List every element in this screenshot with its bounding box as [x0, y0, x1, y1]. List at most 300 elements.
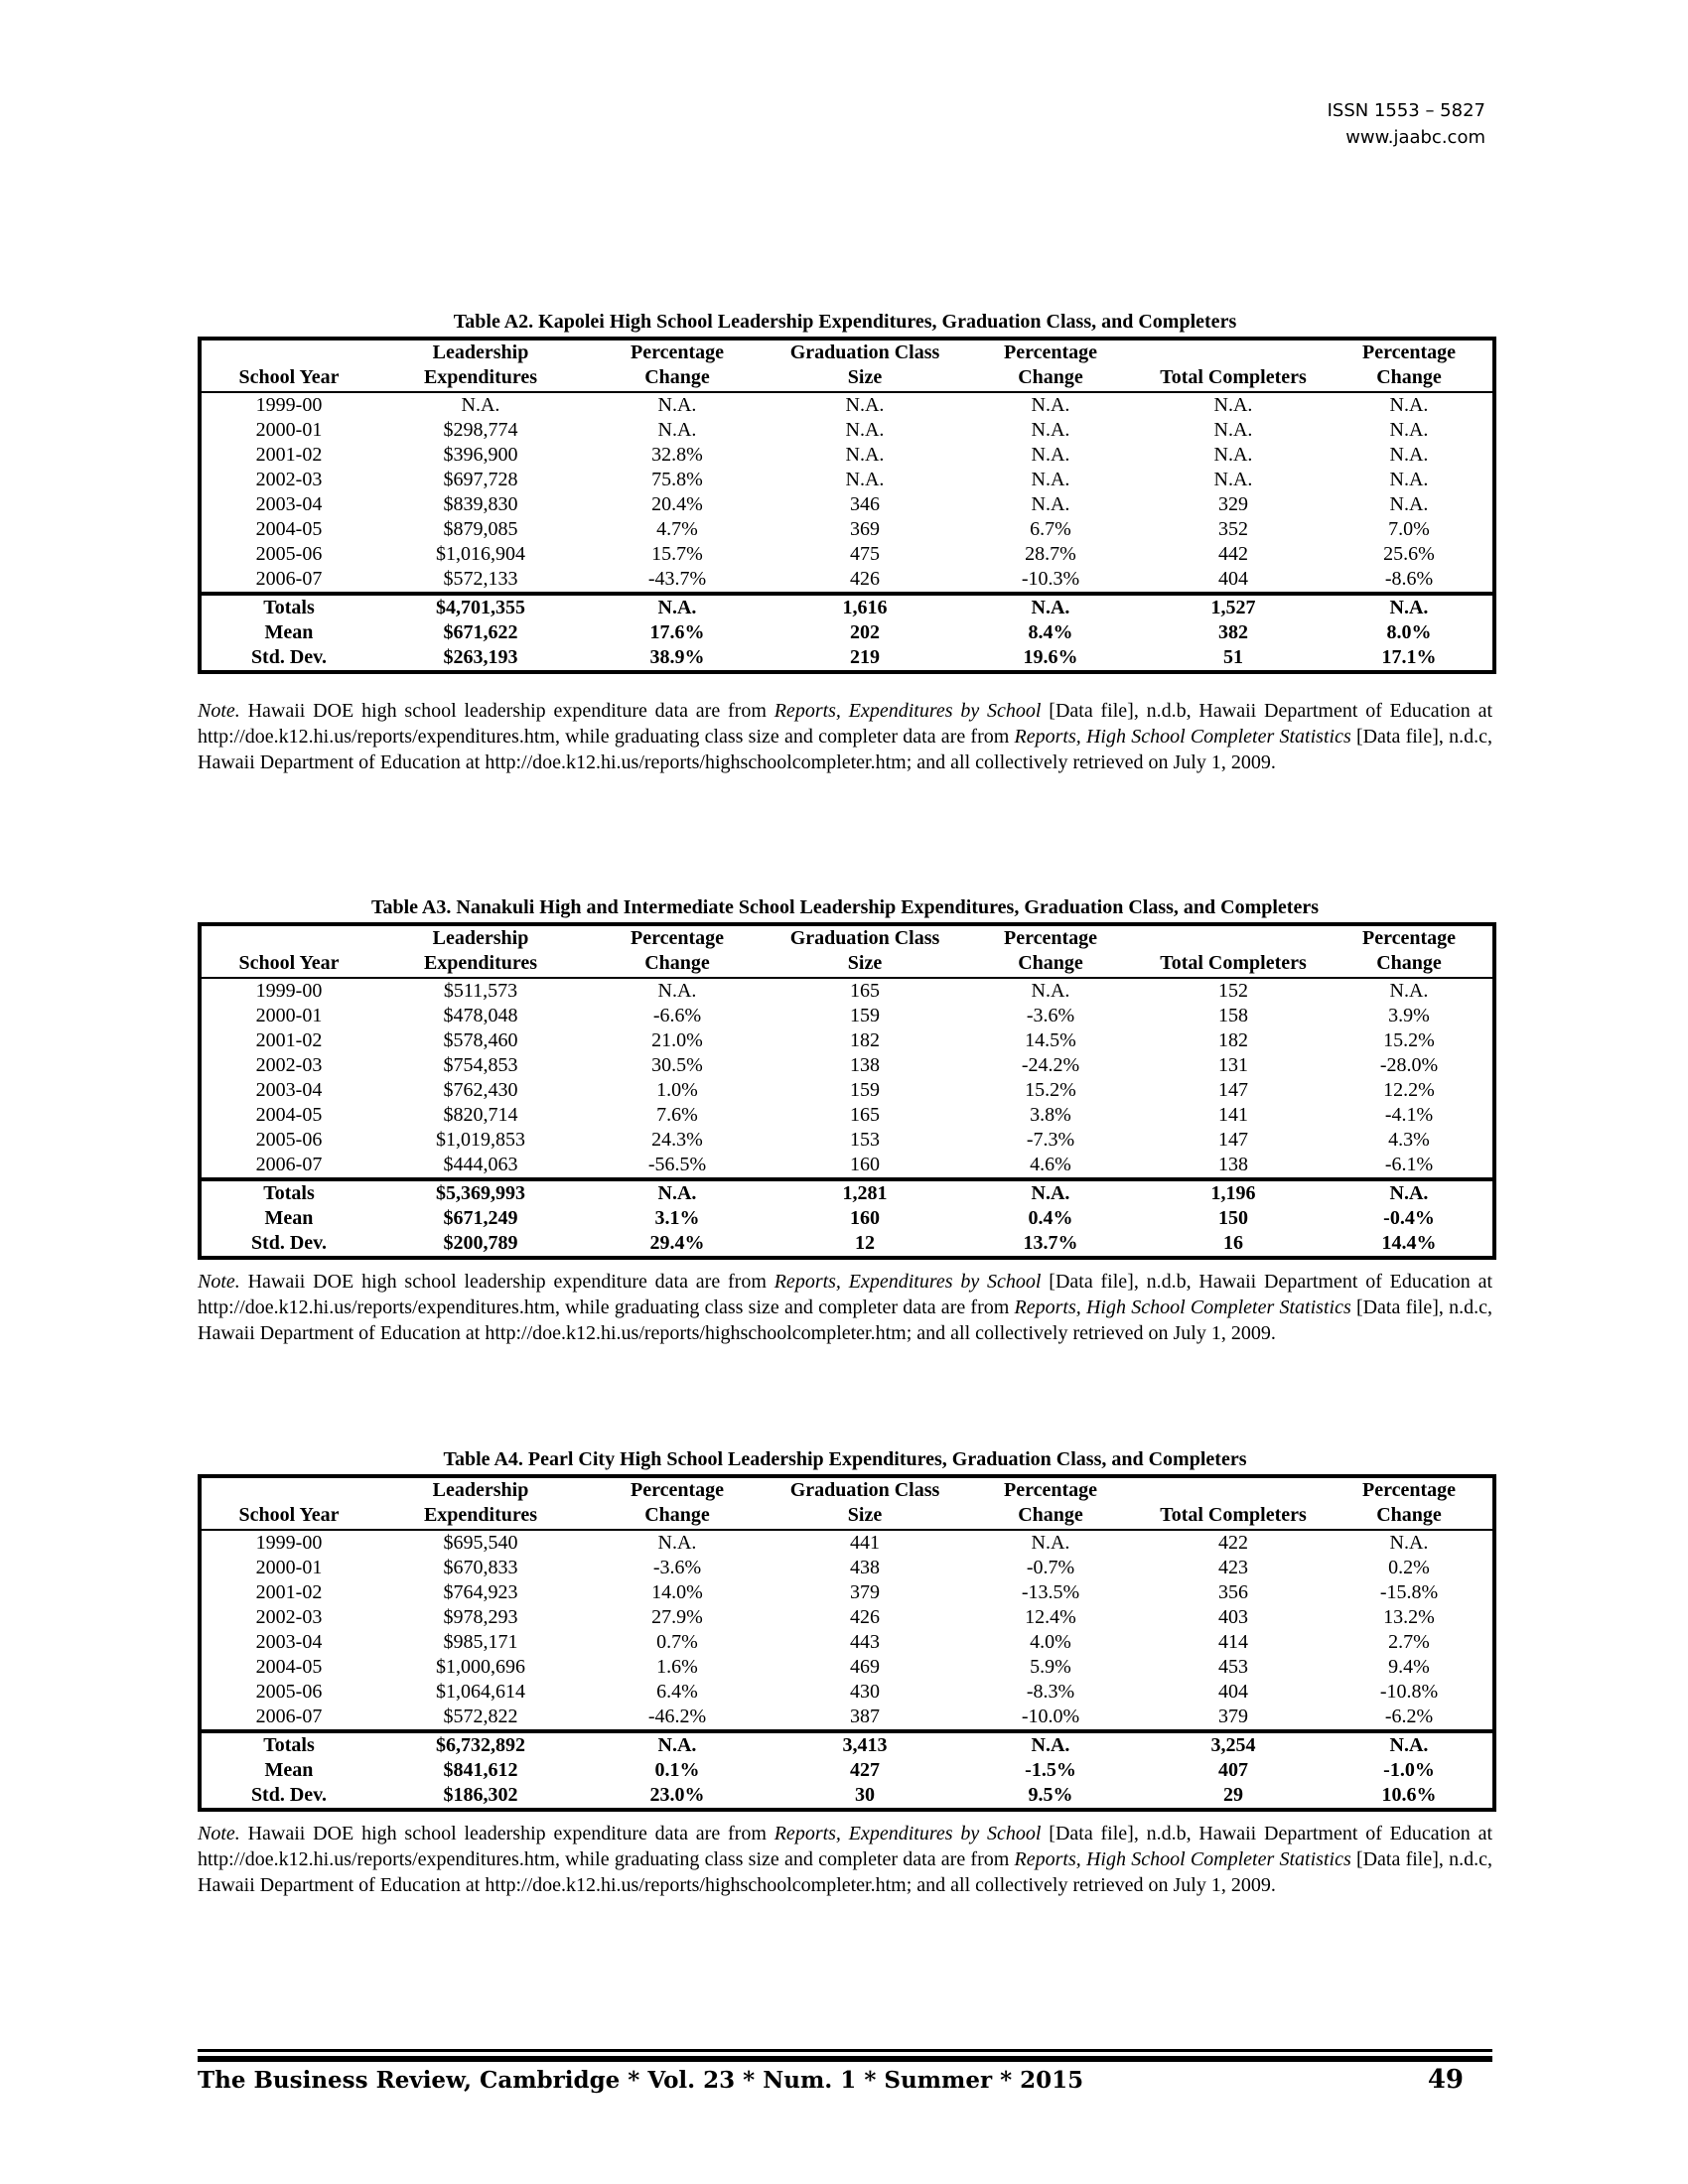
table-cell: 441	[850, 1532, 880, 1554]
table-cell: -3.6%	[652, 1557, 702, 1578]
summary-cell: 17.6%	[649, 621, 705, 643]
table-cell: 13.2%	[1383, 1606, 1435, 1628]
table-cell: N.A.	[657, 1532, 697, 1554]
table-cell: 453	[1218, 1656, 1248, 1678]
column-header: Percentage	[1003, 1479, 1098, 1501]
column-header	[200, 924, 376, 951]
column-header	[1141, 339, 1326, 365]
table-cell: 2006-07	[255, 568, 323, 590]
summary-cell: 1,196	[1141, 1179, 1326, 1206]
table-cell: -15.8%	[1379, 1581, 1439, 1603]
note-text: Hawaii DOE high school leadership expenditure data are from	[239, 1271, 774, 1293]
table-cell: 2006-07	[255, 1706, 323, 1727]
table-cell: N.A.	[1213, 469, 1253, 490]
table-cell: 131	[1218, 1054, 1248, 1076]
summary-row	[200, 1179, 1494, 1206]
summary-cell: Std. Dev.	[250, 1232, 328, 1254]
table-cell: -28.0%	[1379, 1054, 1439, 1076]
column-header: Percentage	[1003, 927, 1098, 949]
table-cell: 138	[1218, 1154, 1248, 1175]
table-cell: 147	[1218, 1079, 1248, 1101]
table-row	[200, 1028, 1494, 1053]
header-row	[200, 951, 1494, 978]
column-header: Change	[1326, 365, 1494, 392]
column-header: Expenditures	[376, 951, 585, 978]
table-cell: 2005-06	[255, 1129, 323, 1151]
table-cell: 2003-04	[255, 1079, 323, 1101]
table-cell: 2004-05	[255, 1656, 323, 1678]
table-cell: 430	[850, 1681, 880, 1703]
table-cell: $764,923	[443, 1581, 518, 1603]
header-row	[200, 924, 1494, 951]
column-header: Graduation Class	[789, 341, 940, 363]
table-cell: 141	[1218, 1104, 1248, 1126]
summary-cell: 12	[855, 1232, 875, 1254]
note-source-title: Reports, High School Completer Statistics	[1014, 1848, 1351, 1870]
column-header: Percentage	[630, 927, 725, 949]
table-cell: 2004-05	[255, 1104, 323, 1126]
summary-cell: 29.4%	[649, 1232, 705, 1254]
table-cell: 14.5%	[1025, 1029, 1076, 1051]
table-cell: $1,000,696	[436, 1656, 525, 1678]
note-label: Note.	[198, 1271, 240, 1293]
summary-cell: 51	[1223, 646, 1243, 668]
table-cell: 387	[850, 1706, 880, 1727]
table-cell: 2001-02	[255, 444, 323, 466]
table-cell: 24.3%	[651, 1129, 703, 1151]
summary-cell: N.A.	[585, 1731, 770, 1758]
summary-cell: $6,732,892	[376, 1731, 585, 1758]
table-cell: 2000-01	[255, 419, 323, 441]
table-row	[200, 1630, 1494, 1655]
table-cell: N.A.	[1389, 980, 1429, 1002]
table-row	[200, 542, 1494, 567]
footer-rule	[198, 2049, 1492, 2052]
table-cell: 32.8%	[651, 444, 703, 466]
summary-cell: $4,701,355	[376, 594, 585, 620]
table-cell: 379	[1218, 1706, 1248, 1727]
summary-cell: -1.0%	[1383, 1759, 1435, 1781]
table-cell: -3.6%	[1026, 1005, 1075, 1026]
summary-cell: 382	[1218, 621, 1248, 643]
table-cell: 4.7%	[656, 518, 698, 540]
table-block-a2	[198, 310, 1492, 674]
table-cell: $572,133	[443, 568, 518, 590]
table-cell: 1.6%	[656, 1656, 698, 1678]
summary-cell: Mean	[264, 621, 314, 643]
column-header: Expenditures	[376, 1503, 585, 1530]
table-cell: 442	[1218, 543, 1248, 565]
table-cell: 0.2%	[1388, 1557, 1430, 1578]
table-cell: -10.8%	[1379, 1681, 1439, 1703]
summary-cell: $841,612	[443, 1759, 518, 1781]
table-cell: 438	[850, 1557, 880, 1578]
table-row	[200, 1078, 1494, 1103]
table-cell: 15.7%	[651, 543, 703, 565]
table-row	[200, 1530, 1494, 1556]
table-row	[200, 1053, 1494, 1078]
table-cell: 0.7%	[656, 1631, 698, 1653]
summary-cell: 219	[850, 646, 880, 668]
summary-row	[200, 594, 1494, 620]
summary-cell: Std. Dev.	[250, 646, 328, 668]
table-cell: $444,063	[443, 1154, 518, 1175]
table-cell: 7.6%	[656, 1104, 698, 1126]
table-cell: -7.3%	[1026, 1129, 1075, 1151]
table-cell: -8.6%	[1384, 568, 1434, 590]
table-cell: 2.7%	[1388, 1631, 1430, 1653]
summary-cell: 3,413	[770, 1731, 960, 1758]
table-cell: 12.4%	[1025, 1606, 1076, 1628]
table-cell: $879,085	[443, 518, 518, 540]
note-source-title: Reports, Expenditures by School	[774, 1823, 1042, 1844]
summary-cell: 3.1%	[654, 1207, 700, 1229]
table-cell: 423	[1218, 1557, 1248, 1578]
table-cell: 469	[850, 1656, 880, 1678]
header-row	[200, 365, 1494, 392]
table-cell: 182	[850, 1029, 880, 1051]
table-cell: -56.5%	[647, 1154, 707, 1175]
table-cell: 6.4%	[656, 1681, 698, 1703]
table-cell: -4.1%	[1384, 1104, 1434, 1126]
data-table	[198, 337, 1496, 674]
table-row	[200, 443, 1494, 468]
issn-text: ISSN 1553 – 5827	[1327, 100, 1485, 121]
summary-row	[200, 1231, 1494, 1258]
summary-row	[200, 1731, 1494, 1758]
table-cell: 1999-00	[255, 980, 323, 1002]
summary-cell: 13.7%	[1023, 1232, 1078, 1254]
table-cell: 153	[850, 1129, 880, 1151]
summary-cell: 14.4%	[1381, 1232, 1437, 1254]
table-cell: 2005-06	[255, 543, 323, 565]
table-cell: $762,430	[443, 1079, 518, 1101]
table-row	[200, 1004, 1494, 1028]
table-cell: $1,016,904	[436, 543, 525, 565]
note-source-title: Reports, High School Completer Statistics	[1014, 1297, 1351, 1318]
table-cell: 2000-01	[255, 1005, 323, 1026]
table-cell: N.A.	[1031, 469, 1070, 490]
note-source-title: Reports, Expenditures by School	[774, 700, 1042, 722]
table-cell: 2003-04	[255, 1631, 323, 1653]
note-text: [Data file], n.d.b, Hawaii Department of Education at http://doe.k12.hi.us/reports/expenditures.htm, while graduating class size and completer data are from	[198, 1823, 1493, 1870]
summary-cell: 0.1%	[654, 1759, 700, 1781]
summary-cell: 10.6%	[1381, 1784, 1437, 1806]
summary-cell: Mean	[264, 1207, 314, 1229]
table-cell: N.A.	[1213, 394, 1253, 416]
table-title: Table A3. Nanakuli High and Intermediate School Leadership Expenditures, Graduation Class, and Completers	[370, 896, 1320, 918]
note-text: [Data file], n.d.c, Hawaii Department of Education at http://doe.k12.hi.us/reports/highschoolcompleter.htm; and all collectively retrieved on July 1, 2009.	[198, 1297, 1492, 1344]
column-header	[200, 1476, 376, 1503]
summary-row	[200, 645, 1494, 672]
column-header: Total Completers	[1141, 951, 1326, 978]
summary-cell: N.A.	[960, 594, 1141, 620]
column-header: Change	[585, 365, 770, 392]
column-header: Graduation Class	[789, 1479, 940, 1501]
table-cell: $1,064,614	[436, 1681, 525, 1703]
table-row	[200, 1128, 1494, 1153]
summary-cell: Totals	[200, 1731, 376, 1758]
table-cell: 160	[850, 1154, 880, 1175]
summary-cell: N.A.	[960, 1731, 1141, 1758]
summary-cell: $5,369,993	[376, 1179, 585, 1206]
column-header: Percentage	[630, 1479, 725, 1501]
table-cell: N.A.	[657, 980, 697, 1002]
summary-cell: 29	[1223, 1784, 1243, 1806]
table-cell: N.A.	[657, 419, 697, 441]
data-table	[198, 922, 1496, 1260]
summary-cell: 1,281	[770, 1179, 960, 1206]
summary-cell: N.A.	[960, 1179, 1141, 1206]
table-title: Table A2. Kapolei High School Leadership Expenditures, Graduation Class, and Completers	[453, 311, 1237, 333]
summary-cell: 30	[855, 1784, 875, 1806]
table-cell: 3.9%	[1388, 1005, 1430, 1026]
column-header: School Year	[200, 365, 376, 392]
column-header: School Year	[200, 1503, 376, 1530]
table-cell: 159	[850, 1079, 880, 1101]
table-cell: -6.2%	[1384, 1706, 1434, 1727]
note-text: [Data file], n.d.c, Hawaii Department of Education at http://doe.k12.hi.us/reports/highschoolcompleter.htm; and all collectively retrieved on July 1, 2009.	[198, 1848, 1492, 1896]
header-row	[200, 1503, 1494, 1530]
table-row	[200, 1153, 1494, 1179]
table-cell: 329	[1218, 493, 1248, 515]
summary-row	[200, 1206, 1494, 1231]
table-cell: 158	[1218, 1005, 1248, 1026]
column-header: Total Completers	[1141, 1503, 1326, 1530]
column-header: Percentage	[1361, 341, 1457, 363]
column-header: Leadership	[432, 1479, 529, 1501]
summary-cell: 1,616	[770, 594, 960, 620]
table-cell: 6.7%	[1030, 518, 1071, 540]
table-cell: $839,830	[443, 493, 518, 515]
table-row	[200, 392, 1494, 418]
table-cell: 138	[850, 1054, 880, 1076]
table-cell: N.A.	[845, 419, 885, 441]
page-header	[1328, 97, 1485, 151]
summary-cell: 8.4%	[1028, 621, 1073, 643]
table-cell: N.A.	[1031, 419, 1070, 441]
column-header: Size	[770, 365, 960, 392]
table-cell: -10.3%	[1021, 568, 1080, 590]
table-cell: $695,540	[443, 1532, 518, 1554]
column-header	[200, 339, 376, 365]
table-cell: 9.4%	[1388, 1656, 1430, 1678]
summary-cell: $200,789	[443, 1232, 518, 1254]
table-cell: 182	[1218, 1029, 1248, 1051]
column-header: Change	[585, 951, 770, 978]
table-cell: 475	[850, 543, 880, 565]
column-header	[1141, 1476, 1326, 1503]
table-cell: 1999-00	[255, 1532, 323, 1554]
table-cell: $572,822	[443, 1706, 518, 1727]
table-row	[200, 1680, 1494, 1705]
note-text: Hawaii DOE high school leadership expenditure data are from	[239, 700, 774, 722]
column-header: Percentage	[1361, 927, 1457, 949]
table-cell: $578,460	[443, 1029, 518, 1051]
table-cell: 404	[1218, 568, 1248, 590]
column-header: Leadership	[432, 927, 529, 949]
table-cell: 2002-03	[255, 469, 323, 490]
table-cell: 5.9%	[1030, 1656, 1071, 1678]
summary-row	[200, 1783, 1494, 1810]
summary-row	[200, 1758, 1494, 1783]
table-cell: 4.6%	[1030, 1154, 1071, 1175]
table-note	[198, 1269, 1492, 1346]
summary-row	[200, 620, 1494, 645]
table-cell: N.A.	[1031, 493, 1070, 515]
column-header: Percentage	[1003, 341, 1098, 363]
column-header: Size	[770, 951, 960, 978]
table-cell: $985,171	[443, 1631, 518, 1653]
column-header: Leadership	[432, 341, 529, 363]
table-cell: 2006-07	[255, 1154, 323, 1175]
column-header: Change	[960, 1503, 1141, 1530]
table-cell: 21.0%	[651, 1029, 703, 1051]
table-cell: 2005-06	[255, 1681, 323, 1703]
table-cell: 346	[850, 493, 880, 515]
table-cell: 403	[1218, 1606, 1248, 1628]
table-row	[200, 1556, 1494, 1580]
table-cell: 2001-02	[255, 1029, 323, 1051]
summary-cell: -0.4%	[1383, 1207, 1435, 1229]
note-text: Hawaii DOE high school leadership expenditure data are from	[239, 1823, 774, 1844]
table-cell: $298,774	[443, 419, 518, 441]
summary-cell: 19.6%	[1023, 646, 1078, 668]
column-header: Graduation Class	[789, 927, 940, 949]
table-cell: N.A.	[1031, 980, 1070, 1002]
table-cell: 2002-03	[255, 1054, 323, 1076]
table-cell: 25.6%	[1383, 543, 1435, 565]
table-row	[200, 978, 1494, 1004]
summary-cell: 23.0%	[649, 1784, 705, 1806]
summary-cell: Std. Dev.	[250, 1784, 328, 1806]
table-cell: 4.3%	[1388, 1129, 1430, 1151]
summary-cell: Totals	[200, 1179, 376, 1206]
table-row	[200, 418, 1494, 443]
table-cell: $670,833	[443, 1557, 518, 1578]
summary-cell: 1,527	[1141, 594, 1326, 620]
column-header: Change	[960, 951, 1141, 978]
table-cell: $697,728	[443, 469, 518, 490]
table-cell: 152	[1218, 980, 1248, 1002]
summary-cell: N.A.	[585, 594, 770, 620]
table-cell: 28.7%	[1025, 543, 1076, 565]
summary-cell: $671,249	[443, 1207, 518, 1229]
table-cell: -10.0%	[1021, 1706, 1080, 1727]
table-cell: $820,714	[443, 1104, 518, 1126]
table-cell: $511,573	[443, 980, 518, 1002]
table-cell: 352	[1218, 518, 1248, 540]
table-cell: 2001-02	[255, 1581, 323, 1603]
table-cell: 14.0%	[651, 1581, 703, 1603]
data-table	[198, 1474, 1496, 1812]
note-source-title: Reports, High School Completer Statistics	[1014, 726, 1351, 748]
table-cell: N.A.	[1389, 419, 1429, 441]
table-cell: 159	[850, 1005, 880, 1026]
column-header	[1141, 924, 1326, 951]
table-note	[198, 698, 1492, 775]
table-cell: $1,019,853	[436, 1129, 525, 1151]
summary-cell: 160	[850, 1207, 880, 1229]
table-row	[200, 567, 1494, 594]
table-cell: N.A.	[657, 394, 697, 416]
column-header: Change	[1326, 951, 1494, 978]
table-cell: $396,900	[443, 444, 518, 466]
summary-cell: -1.5%	[1025, 1759, 1076, 1781]
footer-journal: The Business Review, Cambridge * Vol. 23 * Num. 1 * Summer * 2015	[198, 2067, 1084, 2094]
table-cell: N.A.	[1389, 1532, 1429, 1554]
note-label: Note.	[198, 1823, 240, 1844]
table-cell: 426	[850, 1606, 880, 1628]
summary-cell: 17.1%	[1381, 646, 1437, 668]
table-cell: -13.5%	[1021, 1581, 1080, 1603]
table-cell: N.A.	[845, 444, 885, 466]
table-cell: 27.9%	[651, 1606, 703, 1628]
column-header: Total Completers	[1141, 365, 1326, 392]
column-header: Percentage	[630, 341, 725, 363]
table-cell: 20.4%	[651, 493, 703, 515]
column-header: Change	[1326, 1503, 1494, 1530]
table-cell: 2003-04	[255, 493, 323, 515]
table-row	[200, 1103, 1494, 1128]
note-source-title: Reports, Expenditures by School	[774, 1271, 1042, 1293]
summary-cell: N.A.	[585, 1179, 770, 1206]
table-cell: N.A.	[461, 394, 500, 416]
table-row	[200, 1705, 1494, 1731]
table-row	[200, 1580, 1494, 1605]
table-cell: N.A.	[1389, 394, 1429, 416]
summary-cell: 0.4%	[1028, 1207, 1073, 1229]
table-cell: 75.8%	[651, 469, 703, 490]
summary-cell: Mean	[264, 1759, 314, 1781]
column-header: School Year	[200, 951, 376, 978]
table-cell: 15.2%	[1383, 1029, 1435, 1051]
table-cell: N.A.	[1031, 1532, 1070, 1554]
table-cell: 414	[1218, 1631, 1248, 1653]
column-header: Expenditures	[376, 365, 585, 392]
table-cell: -24.2%	[1021, 1054, 1080, 1076]
table-cell: N.A.	[1213, 444, 1253, 466]
summary-cell: 150	[1218, 1207, 1248, 1229]
table-cell: -46.2%	[647, 1706, 707, 1727]
table-cell: 369	[850, 518, 880, 540]
table-block-a4	[198, 1447, 1492, 1812]
table-cell: 426	[850, 568, 880, 590]
summary-cell: N.A.	[1326, 594, 1494, 620]
table-cell: 1999-00	[255, 394, 323, 416]
note-text: [Data file], n.d.c, Hawaii Department of Education at http://doe.k12.hi.us/reports/highschoolcompleter.htm; and all collectively retrieved on July 1, 2009.	[198, 726, 1492, 773]
summary-cell: 38.9%	[649, 646, 705, 668]
table-row	[200, 492, 1494, 517]
column-header: Change	[960, 365, 1141, 392]
summary-cell: 202	[850, 621, 880, 643]
table-cell: N.A.	[1031, 394, 1070, 416]
table-cell: 356	[1218, 1581, 1248, 1603]
table-cell: 2002-03	[255, 1606, 323, 1628]
table-cell: 443	[850, 1631, 880, 1653]
table-cell: $978,293	[443, 1606, 518, 1628]
table-cell: N.A.	[845, 394, 885, 416]
table-cell: 422	[1218, 1532, 1248, 1554]
summary-cell: $263,193	[443, 646, 518, 668]
table-note	[198, 1821, 1492, 1898]
table-cell: 165	[850, 980, 880, 1002]
summary-cell: $671,622	[443, 621, 518, 643]
table-cell: -0.7%	[1026, 1557, 1075, 1578]
table-cell: -43.7%	[647, 568, 707, 590]
table-cell: -6.1%	[1384, 1154, 1434, 1175]
summary-cell: 3,254	[1141, 1731, 1326, 1758]
